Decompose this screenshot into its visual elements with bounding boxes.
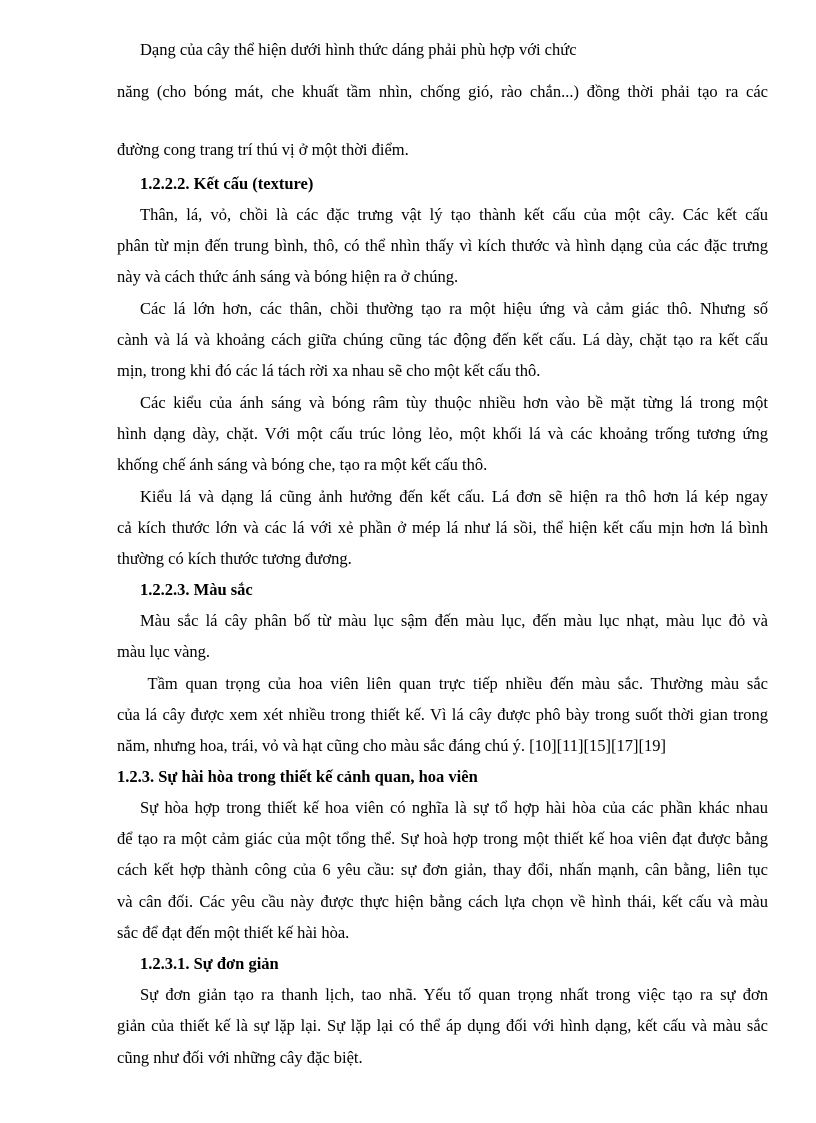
paragraph-line: sắc để đạt đến một thiết kế hài hòa. — [117, 923, 350, 942]
paragraph-line: mịn, trong khi đó các lá tách rời xa nhau sẽ cho một kết cấu thô. — [117, 361, 541, 380]
paragraph-line: cành và lá và khoảng cách giữa chúng cũng tác động đến kết cấu. Lá dày, chặt tạo ra kết cấu — [117, 330, 768, 349]
paragraph-line: này và cách thức ánh sáng và bóng hiện ra ở chúng. — [117, 267, 459, 286]
section-heading: 1.2.3. Sự hài hòa trong thiết kế cảnh quan, hoa viên — [117, 767, 478, 786]
paragraph-line: năm, nhưng hoa, trái, vỏ và hạt cũng cho màu sắc đáng chú ý. [10][11][15][17][19] — [117, 736, 666, 755]
section-heading: 1.2.3.1. Sự đơn giản — [140, 954, 279, 973]
paragraph-line: cũng như đối với những cây đặc biệt. — [117, 1048, 363, 1067]
paragraph-line: Thân, lá, vỏ, chồi là các đặc trưng vật lý tạo thành kết cấu của một cây. Các kết cấu — [140, 205, 768, 224]
paragraph-line: khống chế ánh sáng và bóng che, tạo ra một kết cấu thô. — [117, 455, 488, 474]
paragraph-line: giản của thiết kế là sự lặp lại. Sự lặp lại có thể áp dụng đối với hình dạng, kết cấu và màu sắc — [117, 1016, 768, 1035]
paragraph-line: và cân đối. Các yêu cầu này được thực hiện bằng cách lựa chọn về hình thái, kết cấu và màu — [117, 892, 768, 911]
paragraph-line: Kiểu lá và dạng lá cũng ảnh hưởng đến kết cấu. Lá đơn sẽ hiện ra thô hơn lá kép ngay — [140, 487, 768, 506]
paragraph-line: Dạng của cây thể hiện dưới hình thức dáng phải phù hợp với chức — [140, 40, 577, 59]
paragraph-line: Sự hòa hợp trong thiết kế hoa viên có nghĩa là sự tổ hợp hài hòa của các phần khác nhau — [140, 798, 768, 817]
paragraph-line: Các kiểu của ánh sáng và bóng râm tùy thuộc nhiều hơn vào bề mặt từng lá trong một — [140, 393, 768, 412]
section-heading: 1.2.2.3. Màu sắc — [140, 580, 253, 599]
paragraph-line: thường có kích thước tương đương. — [117, 549, 352, 568]
paragraph-line: đường cong trang trí thú vị ở một thời điểm. — [117, 140, 409, 159]
paragraph-line: phân từ mịn đến trung bình, thô, có thể nhìn thấy vì kích thước và hình dạng của các đặc trưng — [117, 236, 768, 255]
paragraph-line: Sự đơn giản tạo ra thanh lịch, tao nhã. Yếu tố quan trọng nhất trong việc tạo ra sự đơn — [140, 985, 768, 1004]
paragraph-line: Các lá lớn hơn, các thân, chồi thường tạo ra một hiệu ứng và cảm giác thô. Nhưng số — [140, 299, 768, 318]
paragraph-line: để tạo ra một cảm giác của một tổng thể. Sự hoà hợp trong một thiết kế hoa viên đạt được bằng — [117, 829, 768, 848]
paragraph-line: màu lục vàng. — [117, 642, 211, 661]
paragraph-line: Tầm quan trọng của hoa viên liên quan trực tiếp nhiều đến màu sắc. Thường màu sắc — [140, 674, 768, 693]
paragraph-line: cả kích thước lớn và các lá với xẻ phần ở mép lá như lá sồi, thể hiện kết cấu mịn hơn lá bình — [117, 518, 768, 537]
section-heading: 1.2.2.2. Kết cấu (texture) — [140, 174, 314, 193]
paragraph-line: cách kết hợp thành công của 6 yêu cầu: sự đơn giản, thay đổi, nhấn mạnh, cân bằng, liên tục — [117, 860, 768, 879]
paragraph-line: của lá cây được xem xét nhiều trong thiết kế. Vì lá cây được phô bày trong suốt thời gian trong — [117, 705, 768, 724]
paragraph-line: năng (cho bóng mát, che khuất tầm nhìn, chống gió, rào chắn...) đồng thời phải tạo ra các — [117, 82, 768, 101]
paragraph-line: hình dạng dày, chặt. Với một cấu trúc lỏng lẻo, một khối lá và các khoảng trống tương ứng — [117, 424, 768, 443]
paragraph-line: Màu sắc lá cây phân bố từ màu lục sậm đến màu lục, đến màu lục nhạt, màu lục đỏ và — [140, 611, 768, 630]
